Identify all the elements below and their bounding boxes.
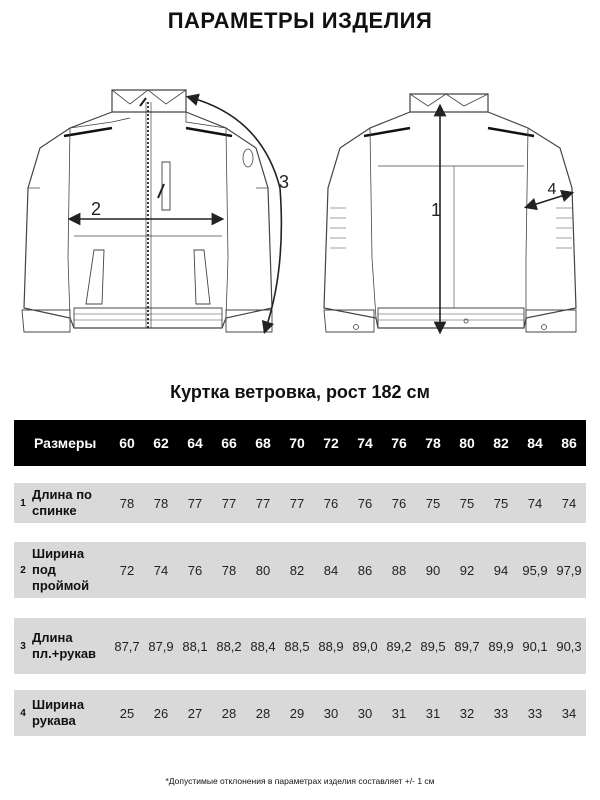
- table-cell: 90,1: [522, 638, 548, 654]
- table-cell: 97,9: [556, 562, 582, 578]
- size-table-header: [14, 420, 586, 466]
- row-value-cells: [110, 639, 586, 654]
- table-cell: 74: [561, 495, 577, 511]
- table-cell: 78: [221, 562, 237, 578]
- header-size-cell: 68: [255, 435, 271, 451]
- measure-label-2: 2: [90, 199, 102, 219]
- table-cell: 76: [323, 495, 339, 511]
- header-size-cell: 76: [391, 435, 407, 451]
- table-cell: 31: [425, 705, 441, 721]
- header-size-cell: 72: [323, 435, 339, 451]
- table-cell: 76: [187, 562, 203, 578]
- table-cell: 87,7: [114, 638, 140, 654]
- table-row: [14, 618, 586, 674]
- table-cell: 77: [187, 495, 203, 511]
- header-size-cell: 60: [119, 435, 135, 451]
- table-cell: 94: [493, 562, 509, 578]
- header-label: Размеры: [34, 435, 97, 451]
- table-cell: 89,2: [386, 638, 412, 654]
- header-size-cell: 62: [153, 435, 169, 451]
- table-cell: 75: [425, 495, 441, 511]
- jacket-front-drawing: [22, 90, 272, 332]
- table-cell: 77: [255, 495, 271, 511]
- header-size-cell: 64: [187, 435, 203, 451]
- row-value-cells: [110, 496, 586, 511]
- table-cell: 89,9: [488, 638, 514, 654]
- header-size-cell: 70: [289, 435, 305, 451]
- table-cell: 89,5: [420, 638, 446, 654]
- table-cell: 88,9: [318, 638, 344, 654]
- table-cell: 88,4: [250, 638, 276, 654]
- row-label: Длина по спинке: [32, 486, 92, 518]
- table-cell: 95,9: [522, 562, 548, 578]
- table-cell: 74: [153, 562, 169, 578]
- table-cell: 33: [493, 705, 509, 721]
- table-cell: 82: [289, 562, 305, 578]
- jacket-diagram: [0, 78, 600, 348]
- table-cell: 89,7: [454, 638, 480, 654]
- table-cell: 76: [357, 495, 373, 511]
- table-cell: 27: [187, 705, 203, 721]
- table-cell: 29: [289, 705, 305, 721]
- table-cell: 26: [153, 705, 169, 721]
- table-cell: 30: [357, 705, 373, 721]
- table-cell: 74: [527, 495, 543, 511]
- table-cell: 77: [289, 495, 305, 511]
- row-number: 2: [20, 564, 26, 576]
- table-cell: 86: [357, 562, 373, 578]
- table-row: [14, 690, 586, 736]
- header-size-cell: 86: [561, 435, 577, 451]
- table-cell: 80: [255, 562, 271, 578]
- table-cell: 30: [323, 705, 339, 721]
- table-cell: 89,0: [352, 638, 378, 654]
- table-cell: 90,3: [556, 638, 582, 654]
- table-cell: 92: [459, 562, 475, 578]
- measure-label-3: 3: [278, 172, 290, 192]
- header-size-cell: 84: [527, 435, 543, 451]
- table-cell: 75: [459, 495, 475, 511]
- table-cell: 34: [561, 705, 577, 721]
- table-cell: 75: [493, 495, 509, 511]
- back-measurement-arrows: [440, 110, 568, 328]
- table-cell: 88,1: [182, 638, 208, 654]
- header-size-cell: 74: [357, 435, 373, 451]
- table-cell: 25: [119, 705, 135, 721]
- table-row: [14, 542, 586, 598]
- table-cell: 84: [323, 562, 339, 578]
- row-number: 4: [20, 707, 26, 719]
- row-number: 3: [20, 640, 26, 652]
- jacket-back-drawing: [324, 94, 576, 332]
- table-cell: 28: [255, 705, 271, 721]
- header-size-cell: 80: [459, 435, 475, 451]
- header-size-cells: [110, 435, 586, 451]
- row-label: Ширина рукава: [32, 696, 85, 728]
- table-cell: 87,9: [148, 638, 174, 654]
- table-cell: 28: [221, 705, 237, 721]
- row-label: Длина пл.+рукав: [32, 629, 97, 661]
- table-cell: 90: [425, 562, 441, 578]
- table-cell: 78: [153, 495, 169, 511]
- table-cell: 72: [119, 562, 135, 578]
- table-cell: 78: [119, 495, 135, 511]
- table-cell: 32: [459, 705, 475, 721]
- front-measurement-arrows: [74, 98, 281, 328]
- header-size-cell: 66: [221, 435, 237, 451]
- row-value-cells: [110, 706, 586, 721]
- table-row: [14, 483, 586, 523]
- table-cell: 76: [391, 495, 407, 511]
- row-number: 1: [20, 497, 26, 509]
- measure-label-1: 1: [430, 200, 442, 220]
- page-title: ПАРАМЕТРЫ ИЗДЕЛИЯ: [167, 8, 433, 33]
- measure-label-4: 4: [547, 181, 557, 198]
- table-cell: 77: [221, 495, 237, 511]
- table-cell: 88,2: [216, 638, 242, 654]
- product-subtitle: Куртка ветровка, рост 182 см: [170, 382, 430, 402]
- footnote: *Допустимые отклонения в параметрах изделия составляет +/- 1 см: [165, 776, 435, 786]
- table-cell: 88: [391, 562, 407, 578]
- table-cell: 33: [527, 705, 543, 721]
- row-value-cells: [110, 563, 586, 578]
- row-label: Ширина под проймой: [32, 545, 90, 594]
- table-cell: 88,5: [284, 638, 310, 654]
- header-size-cell: 78: [425, 435, 441, 451]
- header-size-cell: 82: [493, 435, 509, 451]
- table-cell: 31: [391, 705, 407, 721]
